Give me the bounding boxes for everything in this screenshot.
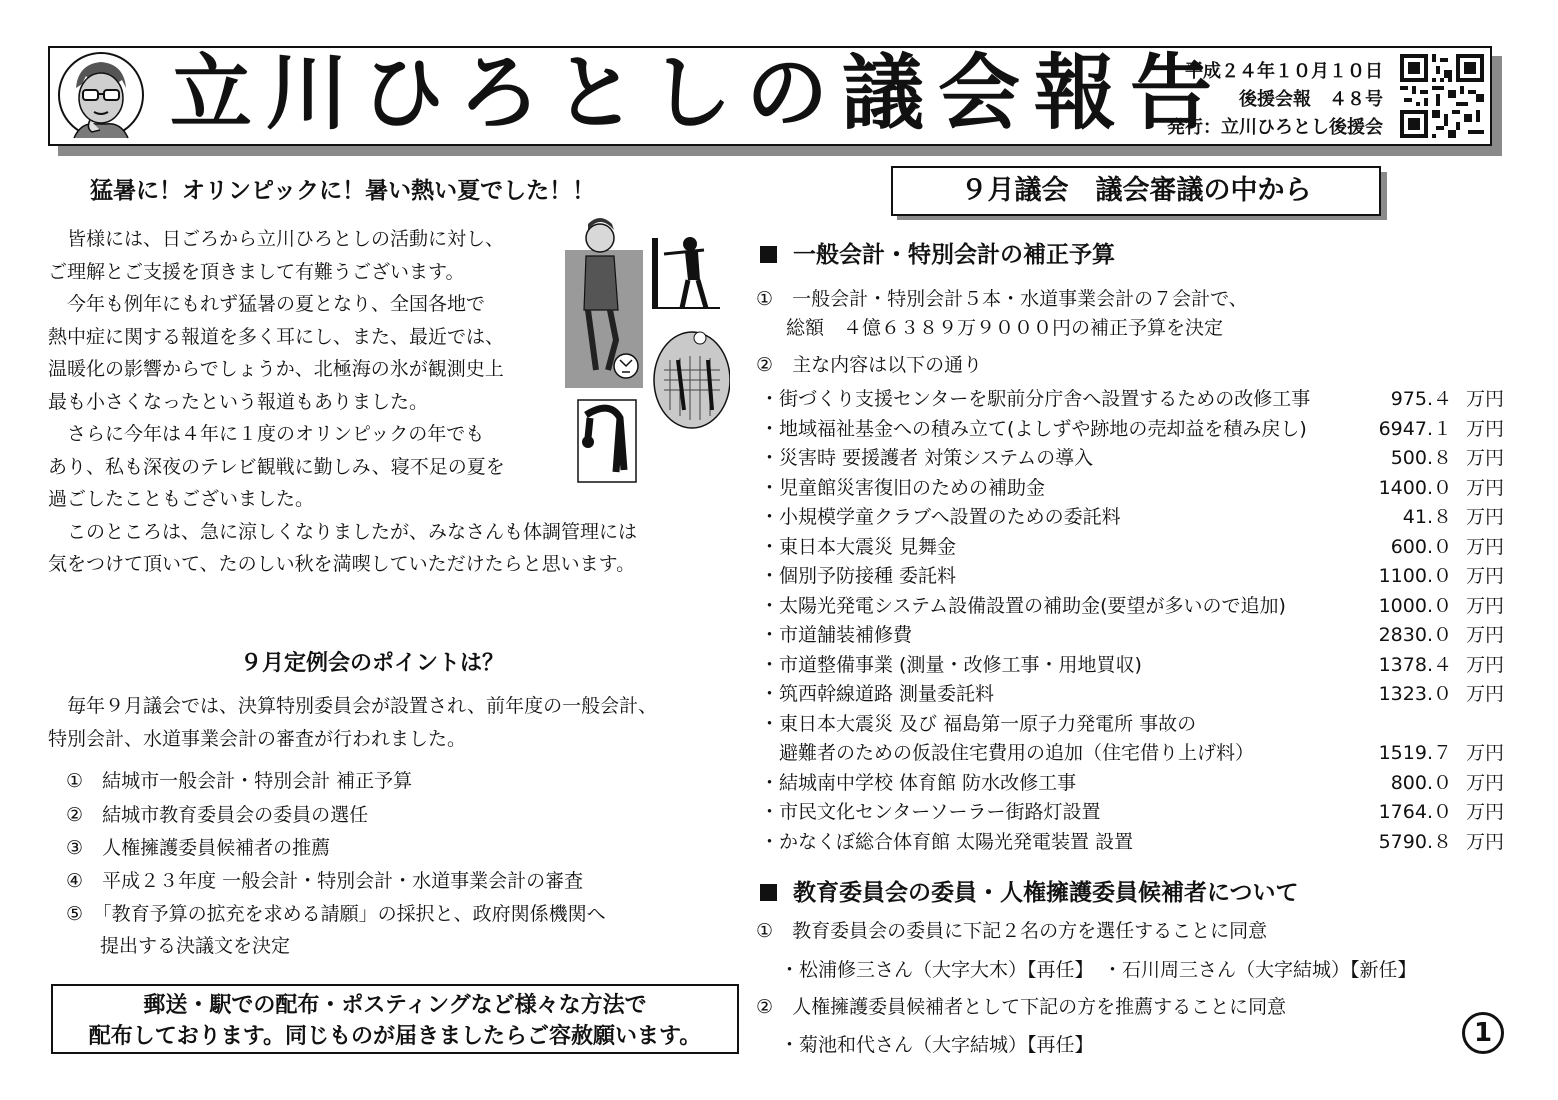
row-label: ・太陽光発電システム設備設置の補助金(要望が多いので追加) [760, 594, 1286, 617]
education-point-2 [756, 992, 1286, 1019]
september-points-headline: ９月定例会のポイントは？ [240, 651, 505, 676]
issue-date: 平成２４年１０月１０日 [1185, 61, 1383, 82]
square-bullet-icon [760, 246, 777, 263]
row-label: ・街づくり支援センターを駅前分庁舎へ設置するための改修工事 [760, 388, 1311, 410]
row-label: ・市民文化センターソーラー街路灯設置 [760, 801, 1101, 823]
qr-code-icon[interactable] [1400, 54, 1484, 138]
table-row [760, 592, 1504, 622]
row-label: ・災害時 要援護者 対策システムの導入 [760, 447, 1094, 469]
row-unit: 万円 [1465, 771, 1504, 794]
row-unit: 万円 [1465, 565, 1504, 587]
point-text: 一般会計・特別会計５本・水道事業会計の７会計で、 [792, 288, 1248, 310]
row-unit: 万円 [1465, 476, 1504, 499]
education-point-1 [756, 916, 1267, 943]
table-row [760, 533, 1504, 563]
summer-line: 今年も例年にもれず猛暑の夏となり、全国各地で [48, 293, 486, 315]
row-label: ・市道整備事業 (測量・改修工事・用地買収) [760, 653, 1142, 676]
table-row [760, 503, 1504, 533]
row-unit: 万円 [1465, 447, 1504, 469]
intro-line: 特別会計、水道事業会計の審査が行われました。 [48, 727, 467, 750]
table-row [760, 621, 1504, 651]
issue-publisher: 発行：立川ひろとし後援会 [1167, 117, 1383, 138]
summer-line: 気をつけて頂いて、たのしい秋を満喫していただけたらと思います。 [48, 553, 636, 575]
row-label: ・市道舗装補修費 [760, 624, 913, 646]
row-label: 避難者のための仮設住宅費用の追加（住宅借り上げ料） [760, 742, 1255, 764]
row-amount: 1519.７ [1378, 742, 1452, 764]
summer-line: 過ごしたこともございました。 [48, 488, 315, 510]
list-text: 「教育予算の拡充を求める請願」の採択と、政府関係機関へ [102, 903, 606, 925]
row-amount: 1000.０ [1378, 594, 1452, 617]
row-amount: 800.０ [1390, 771, 1452, 794]
row-unit: 万円 [1465, 830, 1504, 853]
list-text: 人権擁護委員候補者の推薦 [102, 837, 331, 859]
list-text: 結城市教育委員会の委員の選任 [102, 804, 369, 826]
list-number: ② [66, 804, 84, 826]
budget-heading [760, 236, 1115, 269]
row-unit: 万円 [1465, 624, 1504, 646]
row-unit: 万円 [1465, 801, 1504, 823]
list-item [66, 899, 606, 926]
row-unit: 万円 [1465, 742, 1504, 764]
budget-heading-text: 一般会計・特別会計の補正予算 [793, 242, 1115, 268]
row-unit: 万円 [1465, 683, 1504, 705]
row-label: ・東日本大震災 見舞金 [760, 535, 957, 558]
row-label: ・地域福祉基金への積み立て(よしずや跡地の売却益を積み戻し) [760, 417, 1307, 440]
budget-point-2 [756, 350, 982, 377]
list-item [66, 800, 368, 827]
list-item [66, 866, 583, 893]
table-row [760, 739, 1504, 769]
point-text: 主な内容は以下の通り [792, 354, 983, 376]
row-label: ・個別予防接種 委託料 [760, 565, 957, 587]
row-amount: 1100.０ [1378, 565, 1452, 587]
summer-line: ご理解とご支援を頂きまして有難うございます。 [48, 260, 465, 283]
table-row [760, 415, 1504, 445]
row-label: ・筑西幹線道路 測量委託料 [760, 683, 995, 705]
row-amount: 975.４ [1390, 388, 1452, 410]
summer-line: 熱中症に関する報道を多く耳にし、また、最近では、 [48, 325, 505, 348]
summer-line: 最も小さくなったという報道もありました。 [48, 390, 429, 413]
row-unit: 万円 [1465, 388, 1504, 410]
intro-line: 毎年９月議会では、決算特別委員会が設置され、前年度の一般会計、 [48, 695, 658, 717]
row-label: ・かなくぼ総合体育館 太陽光発電装置 設置 [760, 830, 1134, 853]
row-amount: 600.０ [1390, 535, 1452, 558]
summer-paragraph [48, 223, 637, 581]
table-row [760, 651, 1504, 681]
square-bullet-icon [760, 884, 777, 901]
distribution-notice [51, 984, 739, 1054]
row-unit: 万円 [1465, 653, 1504, 676]
summer-line: あり、私も深夜のテレビ観戦に勤しみ、寝不足の夏を [48, 455, 505, 478]
education-appointees: ・松浦修三さん（大字大木）【再任】 ・石川周三さん（大字結城）【新任】 [780, 959, 1417, 981]
table-row [760, 828, 1504, 858]
row-amount: 5790.８ [1378, 830, 1452, 853]
point-number: ① [756, 288, 774, 310]
point-text: 教育委員会の委員に下記２名の方を選任することに同意 [792, 920, 1268, 942]
masthead-title: 立川ひろとしの議会報告 [170, 46, 1227, 141]
table-row [760, 798, 1504, 828]
row-label: ・東日本大震災 及び 福島第一原子力発電所 事故の [760, 712, 1197, 735]
education-heading-text: 教育委員会の委員・人権擁護委員候補者について [793, 880, 1299, 906]
table-row [760, 474, 1504, 504]
notice-line: 郵送・駅での配布・ポスティングなど様々な方法で [143, 993, 647, 1018]
row-amount: 1378.４ [1378, 653, 1452, 676]
caricature-portrait-icon [56, 50, 146, 140]
summer-line: このところは、急に涼しくなりましたが、みなさんも体調管理には [48, 520, 638, 543]
row-amount: 1400.０ [1378, 476, 1452, 499]
summer-line: 温暖化の影響からでしょうか、北極海の氷が観測史上 [48, 358, 504, 380]
september-intro [48, 690, 657, 755]
point-number: ② [756, 996, 774, 1018]
budget-point-1-cont: 総額 ４億６３８９万９０００円の補正予算を決定 [786, 317, 1224, 339]
list-item [66, 766, 412, 793]
row-label: ・小規模学童クラブへ設置のための委託料 [760, 506, 1121, 528]
row-unit: 万円 [1465, 535, 1504, 558]
list-item-continuation: 提出する決議文を決定 [100, 935, 291, 957]
row-unit: 万円 [1465, 417, 1504, 440]
list-number: ③ [66, 837, 84, 859]
row-amount: 1764.０ [1378, 801, 1452, 823]
council-title: ９月議会 議会審議の中から [891, 166, 1381, 216]
human-rights-nominee: ・菊池和代さん（大字結城）【再任】 [780, 1034, 1094, 1056]
row-amount: 500.８ [1390, 447, 1452, 469]
row-amount: 1323.０ [1378, 683, 1452, 705]
point-number: ① [756, 920, 774, 942]
list-text: 平成２３年度 一般会計・特別会計・水道事業会計の審査 [102, 870, 584, 892]
list-number: ① [66, 770, 84, 792]
table-row [760, 680, 1504, 710]
summer-line: さらに今年は４年に１度のオリンピックの年でも [48, 423, 485, 445]
point-number: ② [756, 354, 774, 376]
summer-line: 皆様には、日ごろから立川ひろとしの活動に対し、 [48, 228, 505, 250]
point-text: 人権擁護委員候補者として下記の方を推薦することに同意 [792, 996, 1287, 1018]
row-unit: 万円 [1465, 506, 1504, 528]
table-row [760, 444, 1504, 474]
table-row [760, 710, 1504, 740]
issue-info [1167, 58, 1383, 142]
row-label: ・結城南中学校 体育館 防水改修工事 [760, 771, 1077, 794]
row-amount: 2830.０ [1378, 624, 1452, 646]
table-row [760, 562, 1504, 592]
summer-headline: 猛暑に！オリンピックに！暑い熱い夏でした！！ [90, 178, 596, 204]
page-number: 1 [1462, 1012, 1504, 1054]
olympic-sports-illustration-icon [560, 210, 730, 490]
row-unit: 万円 [1465, 594, 1504, 617]
issue-number: 後援会報 ４８号 [1239, 89, 1383, 110]
row-label: ・児童館災害復旧のための補助金 [760, 476, 1046, 499]
list-number: ⑤ [66, 903, 84, 925]
list-number: ④ [66, 870, 84, 892]
notice-line: 配布しております。同じものが届きましたらご容赦願います。 [88, 1024, 702, 1049]
list-text: 結城市一般会計・特別会計 補正予算 [102, 770, 413, 792]
table-row [760, 385, 1504, 415]
row-amount: 41.８ [1402, 506, 1452, 528]
education-heading [760, 874, 1299, 907]
list-item [66, 833, 330, 860]
table-row [760, 769, 1504, 799]
budget-point-1 [756, 284, 1248, 311]
row-amount: 6947.１ [1378, 417, 1452, 440]
